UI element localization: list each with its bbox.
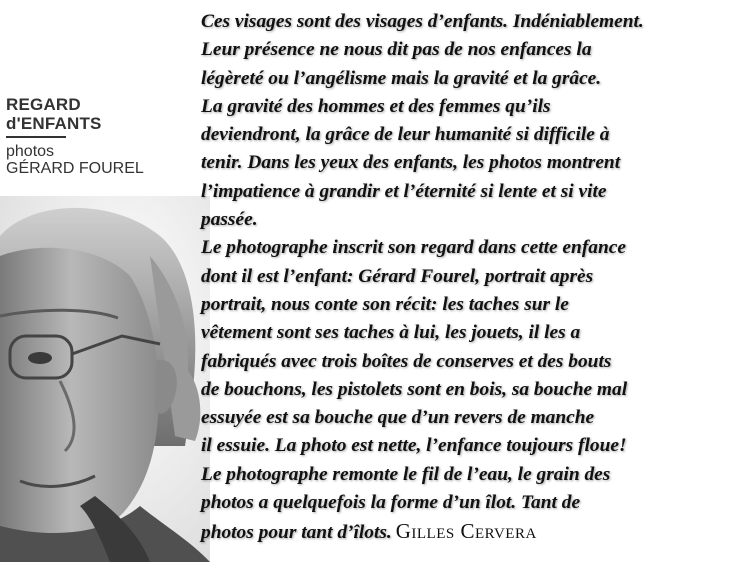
text-line: l’impatience à grandir et l’éternité si lente et si vite	[201, 180, 607, 202]
text-line: de bouchons, les pistolets sont en bois, sa bouche mal	[201, 378, 628, 400]
title-line-2: d'ENFANTS	[6, 114, 102, 133]
portrait-photo	[0, 196, 210, 562]
text-line: légèreté ou l’angélisme mais la gravité et la grâce.	[201, 67, 602, 89]
text-line-content: photos pour tant d’îlots.	[201, 522, 392, 544]
text-line: il essuie. La photo est nette, l’enfance toujours floue!	[201, 435, 627, 457]
author-signature: Gilles Cervera	[395, 519, 537, 544]
title-line-1: REGARD	[6, 95, 81, 114]
text-line: passée.	[201, 209, 258, 231]
text-line: Le photographe remonte le fil de l’eau, le grain des	[201, 463, 611, 485]
text-line-last	[201, 517, 749, 547]
essay-text	[201, 8, 749, 548]
portrait-illustration	[0, 196, 210, 562]
photographer-name: GÉRARD FOUREL	[6, 160, 144, 177]
text-line: deviendront, la grâce de leur humanité si difficile à	[201, 124, 610, 146]
text-line: Le photographe inscrit son regard dans cette enfance	[201, 237, 626, 259]
text-line: portrait, nous conte son récit: les taches sur le	[201, 293, 569, 315]
title-block	[6, 95, 191, 177]
text-line: fabriqués avec trois boîtes de conserves et des bouts	[201, 350, 612, 372]
text-line: Leur présence ne nous dit pas de nos enfances la	[201, 39, 592, 61]
text-line: tenir. Dans les yeux des enfants, les photos montrent	[201, 152, 621, 174]
text-line: dont il est l’enfant: Gérard Fourel, portrait après	[201, 265, 594, 287]
credit-label: photos	[6, 143, 55, 160]
title-divider	[6, 136, 66, 138]
text-line: essuyée est sa bouche que d’un revers de manche	[201, 407, 595, 429]
text-line: photos a quelquefois la forme d’un îlot. Tant de	[201, 492, 581, 514]
text-line: Ces visages sont des visages d’enfants. Indéniablement.	[201, 11, 644, 32]
text-line: La gravité des hommes et des femmes qu’ils	[201, 95, 551, 117]
text-line: vêtement sont ses taches à lui, les jouets, il les a	[201, 322, 581, 344]
